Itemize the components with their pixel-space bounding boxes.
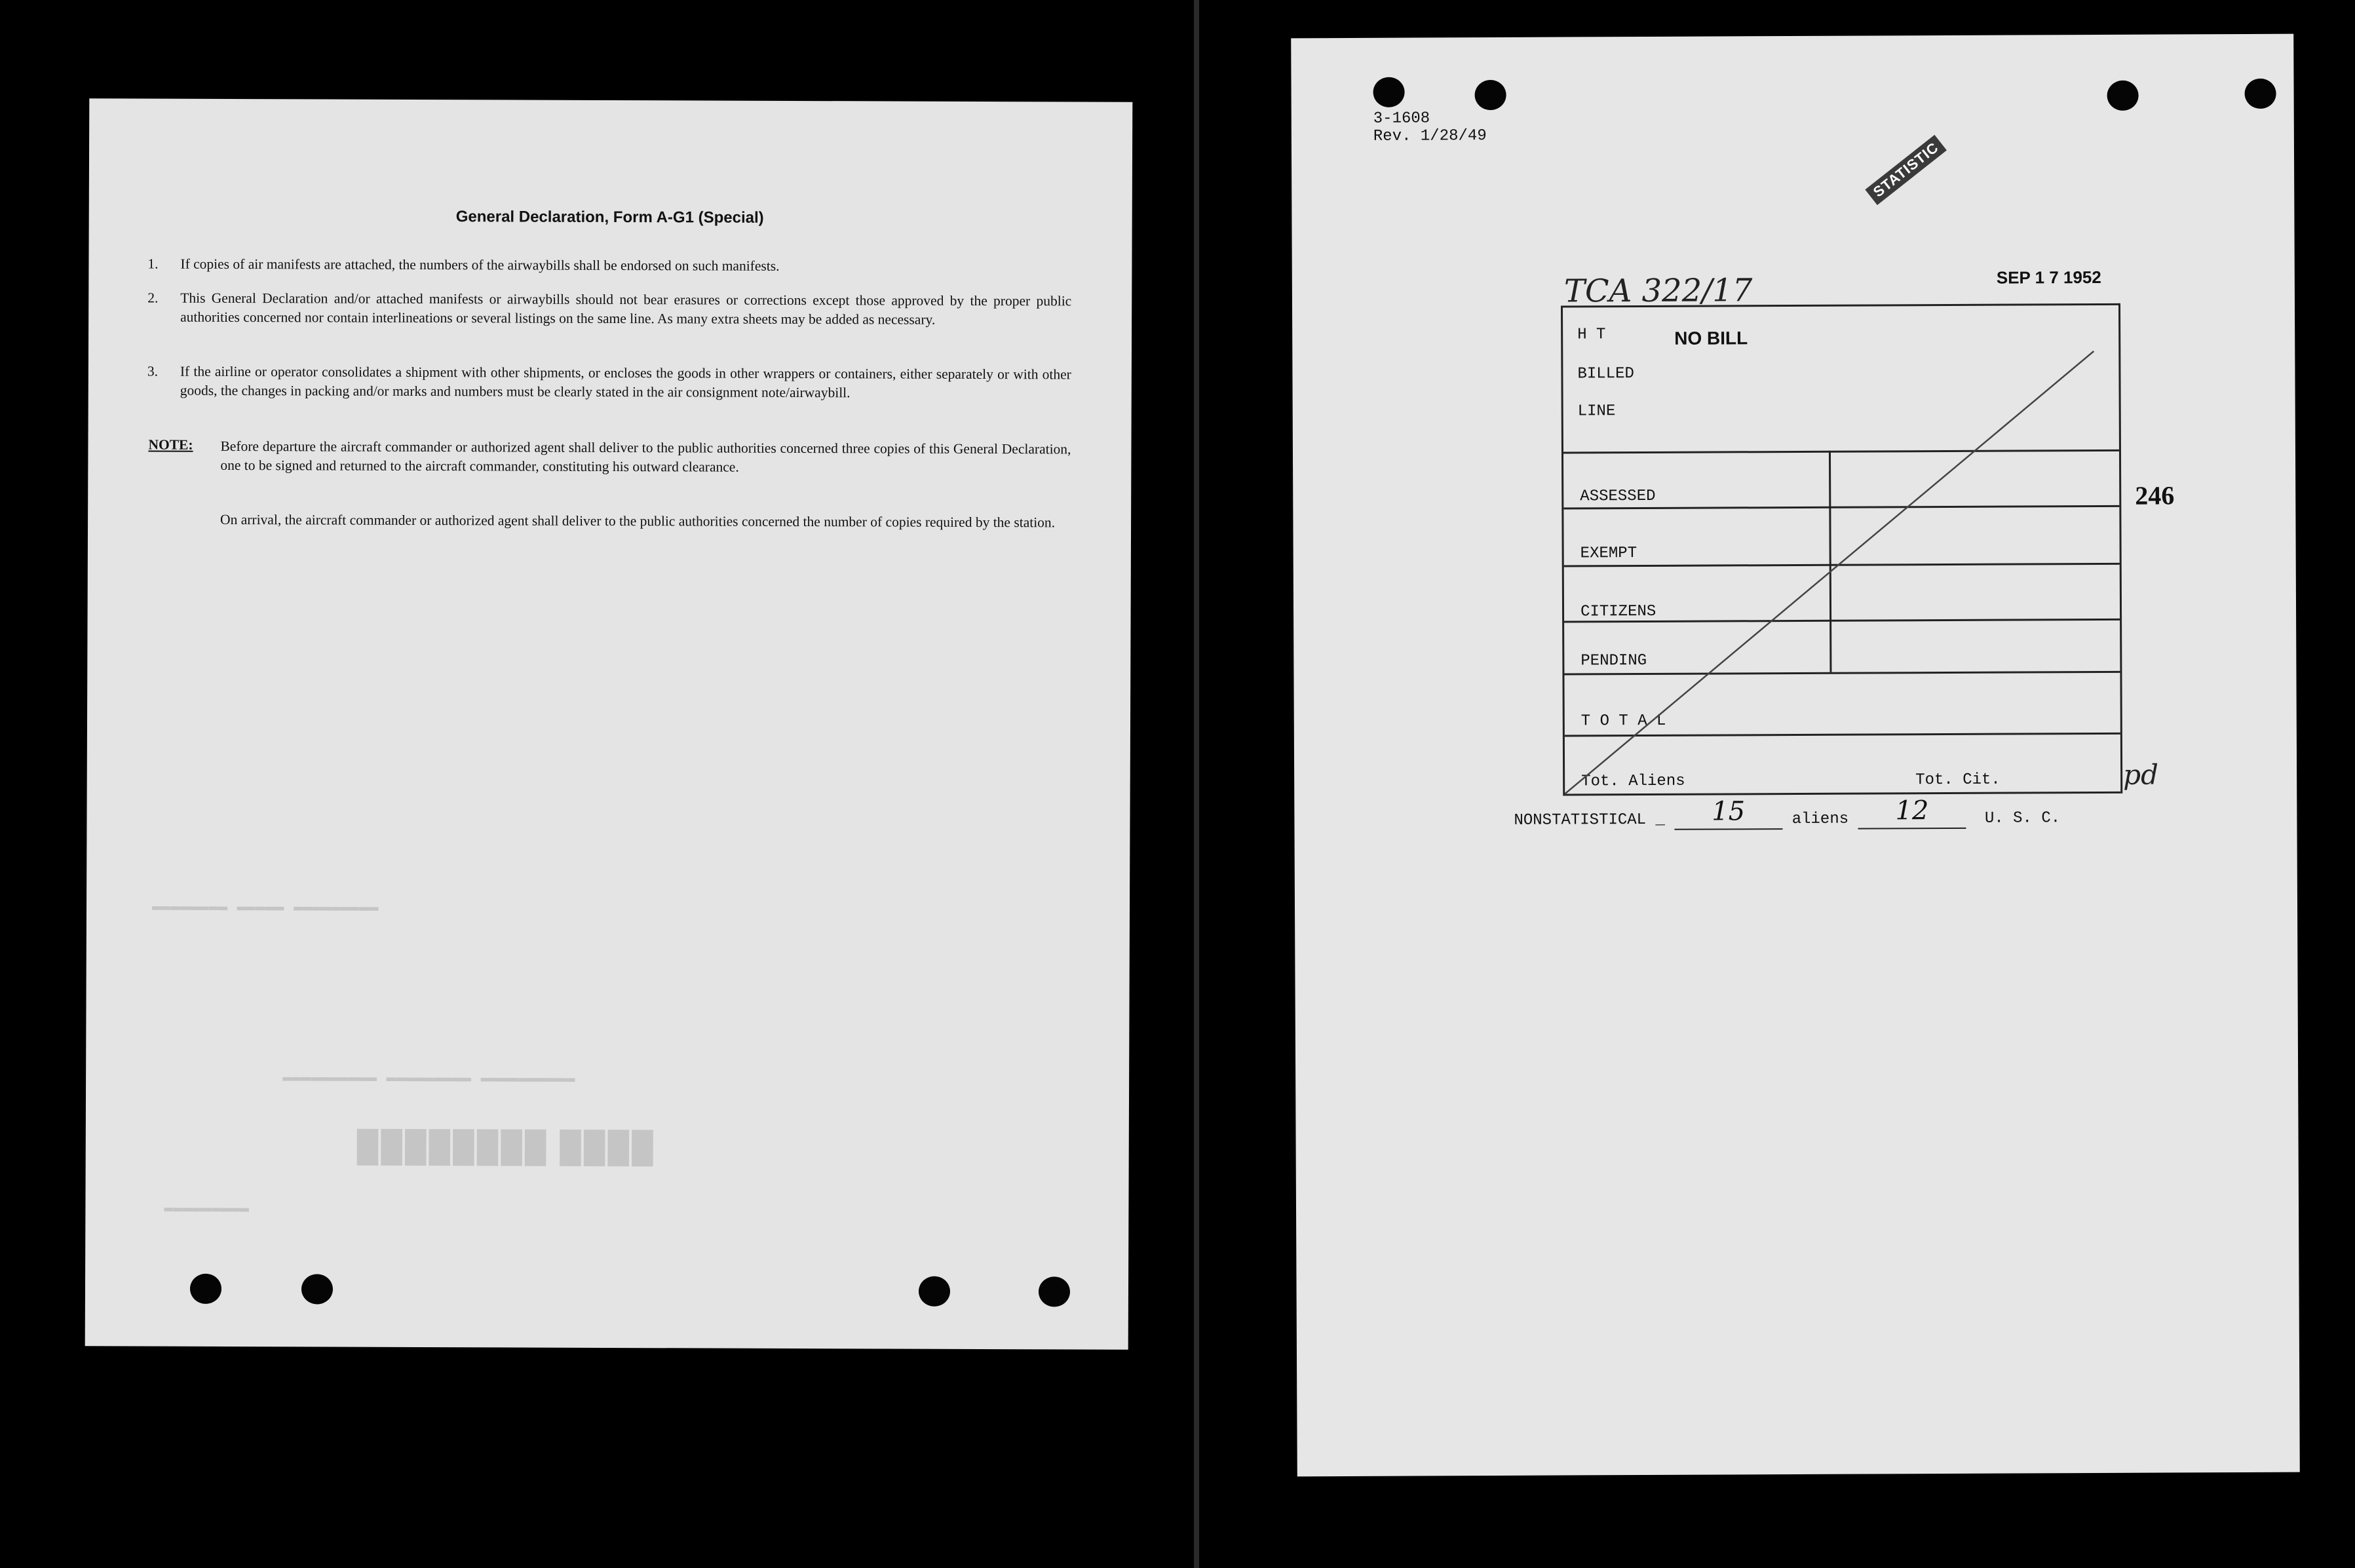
statistic-stamp: STATISTIC bbox=[1865, 135, 1947, 205]
bleed-through-text: ▬▬▬▬▬▬▬▬▬▬ ▬▬▬▬▬▬▬▬▬ ▬▬▬▬▬▬▬▬▬▬ bbox=[282, 1069, 575, 1088]
punch-hole bbox=[301, 1274, 333, 1304]
row-label-exempt: EXEMPT bbox=[1580, 545, 1637, 563]
usc-count: 12 bbox=[1895, 795, 1929, 826]
punch-hole bbox=[1039, 1276, 1070, 1307]
note-label: NOTE: bbox=[148, 436, 193, 453]
no-bill-stamp: NO BILL bbox=[1674, 328, 1748, 349]
instruction-item bbox=[147, 255, 1071, 277]
aliens-count: 15 bbox=[1712, 796, 1746, 827]
row-label-total: T O T A L bbox=[1580, 712, 1666, 731]
aliens-count-field bbox=[1674, 796, 1782, 830]
punch-hole bbox=[2107, 81, 2139, 111]
nonstatistical-line: NONSTATISTICAL _ 15 aliens 12 U. S. C. bbox=[1514, 795, 2061, 830]
item-number: 1. bbox=[147, 256, 159, 272]
row-label-ht: H T bbox=[1577, 326, 1606, 344]
handwritten-initials: pd bbox=[2123, 758, 2159, 791]
page-divider bbox=[1194, 0, 1199, 1568]
punch-hole bbox=[190, 1274, 221, 1304]
punch-hole bbox=[1373, 77, 1404, 107]
cancel-diagonal-line bbox=[1563, 305, 2120, 796]
nonstat-label: NONSTATISTICAL bbox=[1514, 811, 1647, 830]
item-text: If the airline or operator consolidates a shipment with other shipments, or encloses the goods in other wrappers or containers, either separately or with other goods, the changes in packing and/or marks and numbers must be clearly stated in the air consignment note/airwaybill. bbox=[180, 363, 1071, 401]
punch-hole bbox=[1474, 80, 1506, 110]
usc-count-field bbox=[1858, 795, 1966, 830]
row-label-billed: BILLED bbox=[1577, 365, 1634, 383]
row-label-tot-cit: Tot. Cit. bbox=[1915, 771, 2001, 790]
count-grid bbox=[1561, 303, 2122, 796]
bleed-through-text: ▬▬▬▬▬▬▬▬▬ ▬▬▬▬▬ ▬▬▬▬▬▬▬▬ bbox=[151, 898, 379, 917]
note-paragraph: On arrival, the aircraft commander or authorized agent shall deliver to the public authorities concerned the number of copies required by the station. bbox=[220, 511, 1056, 531]
bleed-through-heading: ████ ████████ bbox=[354, 1128, 653, 1164]
item-text: This General Declaration and/or attached manifests or airwaybills should not bear erasures or corrections except those approved by the proper public authorities concerned nor contain interlineations or several listings on the same line. As many extra sheets may be added as necessary. bbox=[180, 290, 1072, 328]
right-document-page bbox=[1291, 34, 2300, 1477]
punch-hole bbox=[919, 1276, 950, 1307]
page-number-stamp: 246 bbox=[2135, 480, 2175, 510]
form-code bbox=[1373, 109, 1487, 145]
row-label-citizens: CITIZENS bbox=[1580, 602, 1656, 621]
row-label-line: LINE bbox=[1577, 402, 1616, 421]
form-title: General Declaration, Form A-G1 (Special) bbox=[455, 208, 764, 227]
row-label-pending: PENDING bbox=[1580, 651, 1647, 670]
item-text: If copies of air manifests are attached, the numbers of the airwaybills shall be endorsed on such manifests. bbox=[180, 256, 780, 274]
handwritten-flight: TCA 322/17 bbox=[1563, 272, 1753, 310]
form-revision: Rev. 1/28/49 bbox=[1373, 127, 1487, 145]
note-paragraph: Before departure the aircraft commander or authorized agent shall deliver to the public authorities concerned three copies of this General Declaration, one to be signed and returned to the aircraft commander, constituting his outward clearance. bbox=[220, 438, 1071, 475]
item-number: 3. bbox=[147, 363, 159, 379]
item-number: 2. bbox=[147, 290, 159, 306]
instruction-item bbox=[147, 362, 1071, 404]
punch-hole bbox=[2245, 79, 2276, 109]
instruction-item bbox=[147, 289, 1071, 330]
usc-label: U. S. C. bbox=[1984, 809, 2061, 828]
aliens-label: aliens bbox=[1791, 810, 1849, 829]
bleed-through-text: ▬▬▬▬▬▬▬▬▬ bbox=[164, 1199, 250, 1218]
form-number: 3-1608 bbox=[1373, 109, 1430, 128]
row-label-tot-aliens: Tot. Aliens bbox=[1581, 772, 1685, 791]
date-stamp: SEP 1 7 1952 bbox=[1996, 267, 2101, 288]
left-document-page bbox=[85, 98, 1133, 1350]
row-label-assessed: ASSESSED bbox=[1580, 487, 1656, 506]
